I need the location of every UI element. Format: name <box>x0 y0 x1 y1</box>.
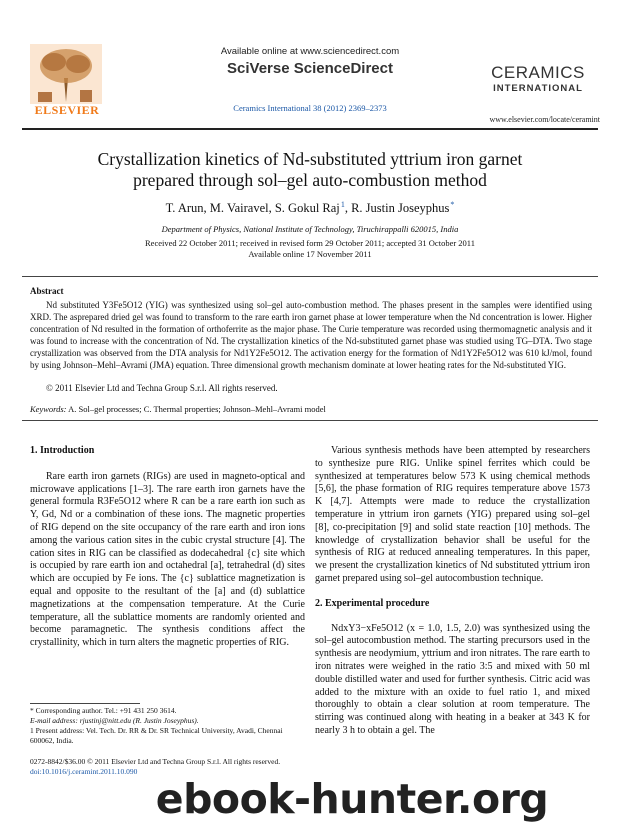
footnotes <box>30 706 305 746</box>
intro-paragraph-2: Various synthesis methods have been attempted by researchers to synthesize pure RIG. Unlike spinel ferrites which could be synthesized at temperatures below 573 K using chemical methods [5,6], the phase formation of RIG requires temperature above 1573 K [4,7]. Attempts were made to reduce the crystallization temperature in yttrium iron garnets (YIG) prepared using sol–gel [8], co-precipitation [9] and solid state reaction [10] methods. The knowledge of crystallization behavior shall be useful for the synthesis of RIG at reduced annealing temperatures. In this paper, we present the crystallization kinetics of Nd substituted yttrium iron garnet prepared using sol–gel autocombustion technique. <box>315 445 590 584</box>
sciverse-logo: SciVerse ScienceDirect <box>227 60 393 77</box>
available-online-date: Available online 17 November 2011 <box>248 249 372 259</box>
intro-heading: 1. Introduction <box>30 445 95 456</box>
doi-link[interactable]: doi:10.1016/j.ceramint.2011.10.090 <box>30 767 138 776</box>
issn-line: 0272-8842/$36.00 © 2011 Elsevier Ltd and Techna Group S.r.l. All rights reserved. <box>30 757 281 766</box>
footnote-email: E-mail address: rjustinj@nitt.edu (R. Justin Joseyphus). <box>30 716 199 725</box>
article-dates <box>30 238 590 260</box>
footnote-rule <box>30 703 140 704</box>
right-column <box>315 445 590 738</box>
author-list <box>30 200 590 216</box>
article-title <box>30 149 590 191</box>
abstract-divider-bottom <box>22 420 598 421</box>
section-introduction <box>30 445 305 650</box>
abstract-text: Nd substituted Y3Fe5O12 (YIG) was synthesized using sol–gel auto-combustion method. The phases present in the samples were identified using XRD. The asprepared dried gel was found to transform to the rare earth iron garnet phase at lower temperature when the Nd concentration is lower. Higher concentration of Nd resulted in the formation of orthoferrite as the major phase. The Curie temperature was recorded using thermomagnetic analysis and it was found to increase with the concentration of Nd. The crystallization kinetics of the Nd-substituted garnet phase was studied using TG–DTA. Two stage crystallization was observed from the DTA analysis for Nd1Y2Fe5O12. The activation energy for the formation of Nd1Y2Fe5O12 was 610 kJ/mol, found by using Johnson–Mehl–Avrami (JMA) equation. Three dimensional growth mechanism dominate at lower heating rates for the Nd-substituted YIG. <box>30 300 592 370</box>
author-footnote-1-link[interactable]: 1 <box>340 200 345 209</box>
journal-url[interactable]: www.elsevier.com/locate/ceramint <box>489 115 600 124</box>
experimental-heading: 2. Experimental procedure <box>315 597 430 609</box>
authors-text: T. Arun, M. Vairavel, S. Gokul Raj <box>165 201 340 216</box>
watermark-text: ebook-hunter.org <box>155 775 549 823</box>
abstract-heading: Abstract <box>30 286 64 296</box>
footnote-corresponding: * Corresponding author. Tel.: +91 431 250 3614. <box>30 706 177 715</box>
available-online-line: Available online at www.sciencedirect.com <box>220 46 400 57</box>
received-dates: Received 22 October 2011; received in revised form 29 October 2011; accepted 31 October 2011 <box>145 238 475 248</box>
title-line-2: prepared through sol–gel auto-combustion method <box>133 170 487 190</box>
keywords-list: A. Sol–gel processes; C. Thermal properties; Johnson–Mehl–Avrami model <box>68 404 326 414</box>
journal-citation-link[interactable]: Ceramics International 38 (2012) 2369–2373 <box>233 103 387 113</box>
page-footer <box>30 757 280 777</box>
abstract-copyright: © 2011 Elsevier Ltd and Techna Group S.r.l. All rights reserved. <box>46 383 278 393</box>
publisher-logo-text: ELSEVIER <box>34 103 100 117</box>
authors-last: , R. Justin Joseyphus <box>344 201 450 216</box>
keywords <box>30 404 326 414</box>
elsevier-tree-logo <box>30 44 102 104</box>
experimental-paragraph-1: NdxY3−xFe5O12 (x = 1.0, 1.5, 2.0) was synthesized using the sol–gel autocombustion method. The starting precursors used in the synthesis are neodymium, yttrium and iron nitrates. The rare earth to iron nitrates were weighed in the ratio 3:5 and mixed with 50 ml double distilled water and used for further synthesis. Citric acid was added to the mixture with an oxide to fuel ratio 1, and mixed thoroughly to obtain a clear solution at room temperature. The stirring was continued along with heating in a beaker at 343 K for nearly 3 h to obtain a gel. The <box>315 622 590 736</box>
corresponding-author-link[interactable]: * <box>450 200 455 209</box>
title-line-1: Crystallization kinetics of Nd-substituted yttrium iron garnet <box>97 149 523 169</box>
keywords-label: Keywords: <box>30 404 67 414</box>
journal-title-line2: INTERNATIONAL <box>493 83 583 94</box>
affiliation: Department of Physics, National Institute of Technology, Tiruchirappalli 620015, India <box>161 224 459 234</box>
footnote-present-address: 1 Present address: Vel. Tech. Dr. RR & Dr. SR Technical University, Avadi, Chennai 600062, India. <box>30 726 283 745</box>
intro-paragraph-1: Rare earth iron garnets (RIGs) are used in magneto-optical and microwave applications [1–3]. The rare earth iron garnets have the general formula R3Fe5O12 where R can be a rare earth ion such as Y, Gd, Nd or a combination of these ions. The magnetic properties of RIG depend on the site occupancy of the rare earth and iron ions among the various cation sites in the cubic crystal structure [4]. The cation sites in RIG can be classified as dodecahedral {c} site which is occupied by rare earth ion and octahedral [a], tetrahedral (d) sites which are occupied by Fe ions. The {c} sublattice magnetization is equal and opposite to the resultant of the [a] and (d) sublattice magnetizations at the compensation temperature. At the Curie temperature, all the sublattice moments are randomly oriented and become paramagnetic. The synthesis conditions affect the crystallinity, which in turn alters the magnetic properties of RIG. <box>30 470 305 649</box>
journal-title-line1: CERAMICS <box>491 63 585 82</box>
masthead-divider <box>22 128 598 130</box>
abstract-divider-top <box>22 276 598 277</box>
